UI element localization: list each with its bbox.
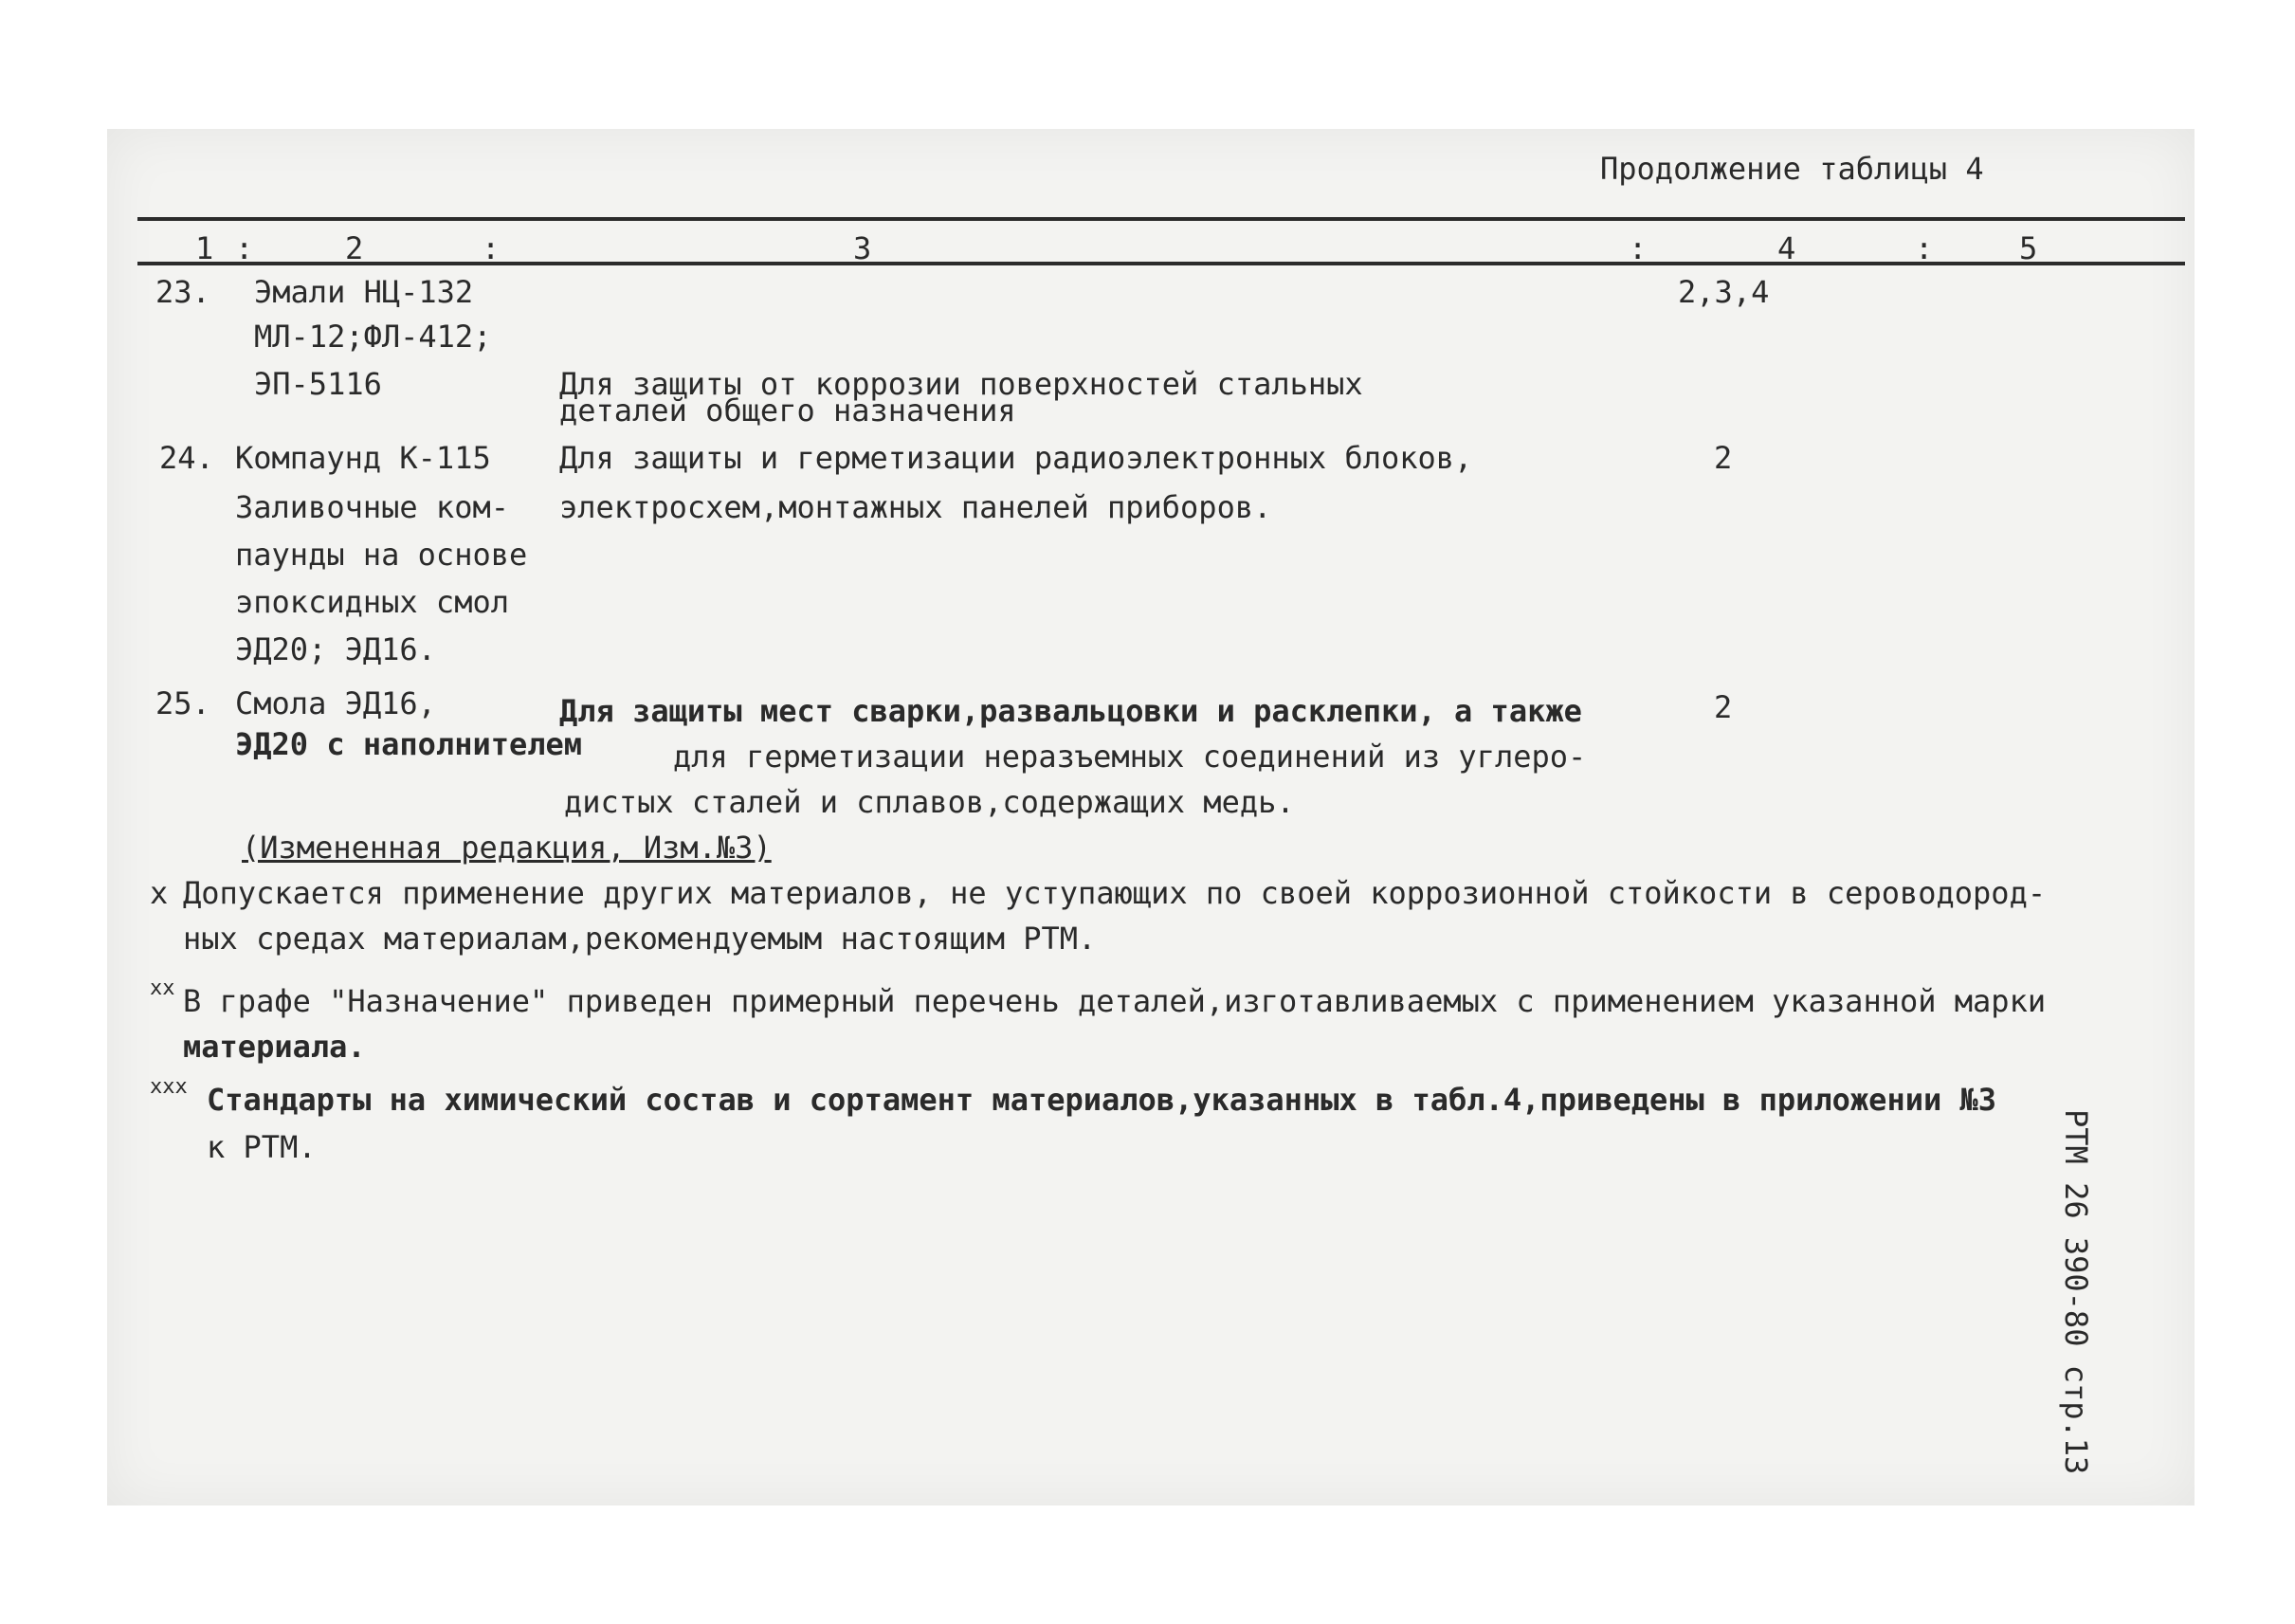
revision-note: (Измененная редакция, Изм.№3) <box>242 830 772 866</box>
purpose-line: электросхем,монтажных панелей приборов. <box>559 489 1272 525</box>
material-line: МЛ-12;ФЛ-412; <box>254 319 492 355</box>
purpose-line: деталей общего назначения <box>559 392 1016 429</box>
material-line: Эмали НЦ-132 <box>254 274 474 310</box>
row-number: 23. <box>155 274 210 310</box>
footnote-line: к РТМ. <box>207 1129 317 1165</box>
column-separator: : <box>482 230 501 266</box>
column-separator: : <box>1915 230 1934 266</box>
purpose-line: Для защиты от коррозии поверхностей стальных <box>559 366 1363 402</box>
purpose-line: для герметизации неразъемных соединений из углеро- <box>673 739 1587 775</box>
document-code-label: РТМ 26 390-80 стр.13 <box>2058 1109 2094 1475</box>
purpose-line: Для защиты мест сварки,развальцовки и расклепки, а также <box>559 693 1582 729</box>
material-line: ЭД20; ЭД16. <box>235 631 436 667</box>
material-line: Заливочные ком- <box>235 489 509 525</box>
column-header-5: 5 <box>2019 230 2038 266</box>
column-header-4: 4 <box>1777 230 1796 266</box>
continuation-heading: Продолжение таблицы 4 <box>1600 151 1984 187</box>
material-line: ЭД20 с наполнителем <box>235 726 583 762</box>
table-top-rule <box>137 217 2185 221</box>
column-header-3: 3 <box>853 230 872 266</box>
table-header-rule <box>137 262 2185 265</box>
col4-value: 2,3,4 <box>1678 274 1770 310</box>
material-line: ЭП-5116 <box>254 366 382 402</box>
material-line: паунды на основе <box>235 537 528 573</box>
column-header-1: 1 <box>195 230 214 266</box>
footnote-mark: xxx <box>150 1075 188 1099</box>
footnote-line: ных средах материалам,рекомендуемым настоящим РТМ. <box>183 921 1097 957</box>
column-separator: : <box>235 230 254 266</box>
footnote-line: материала. <box>183 1029 366 1065</box>
footnote-mark: x <box>150 875 169 911</box>
footnote-mark: xx <box>150 976 175 1000</box>
material-line: Смола ЭД16, <box>235 685 436 721</box>
column-header-2: 2 <box>345 230 364 266</box>
column-separator: : <box>1629 230 1648 266</box>
purpose-line: дистых сталей и сплавов,содержащих медь. <box>564 784 1295 820</box>
row-number: 25. <box>155 685 210 721</box>
material-line: Компаунд К-115 <box>235 440 491 476</box>
col4-value: 2 <box>1714 689 1733 725</box>
material-line: эпоксидных смол <box>235 584 509 620</box>
footnote-line: Допускается применение других материалов, не уступающих по своей коррозионной стойкости в сероводород- <box>183 875 2047 911</box>
row-number: 24. <box>159 440 214 476</box>
footnote-line: Стандарты на химический состав и сортамент материалов,указанных в табл.4,приведены в приложении №3 <box>207 1082 1997 1118</box>
col4-value: 2 <box>1714 440 1733 476</box>
footnote-line: В графе "Назначение" приведен примерный перечень деталей,изготавливаемых с применением указанной марки <box>183 983 2047 1019</box>
purpose-line: Для защиты и герметизации радиоэлектронных блоков, <box>559 440 1473 476</box>
